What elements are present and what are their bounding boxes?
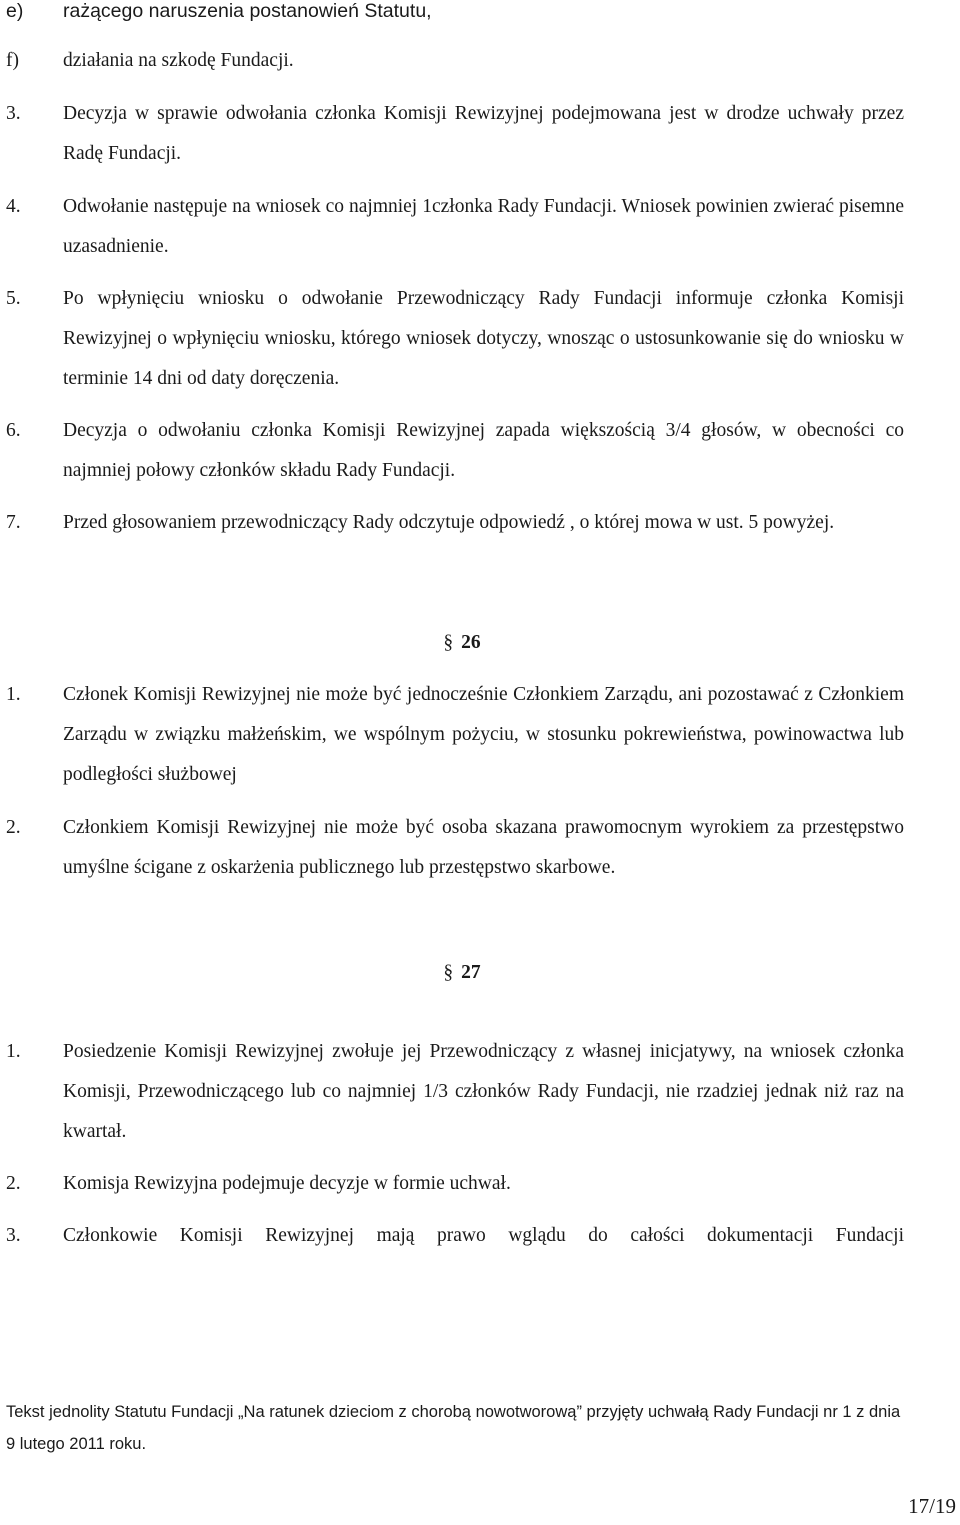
footer-line: 9 lutego 2011 roku. — [6, 1435, 147, 1453]
list-item — [6, 1216, 904, 1256]
item-text: Członek Komisji Rewizyjnej nie może być jednocześnie Członkiem Zarządu, ani pozostawać z Członkiem Zarządu w związku małżeńskim, we wspólnym pożyciu, w stosunku pokrewieństwa, powinowactwa lub podległości służbowej — [63, 684, 904, 785]
item-text: Komisja Rewizyjna podejmuje decyzje w formie uchwał. — [63, 1173, 511, 1194]
list-item — [6, 41, 904, 81]
item-text: Decyzja w sprawie odwołania członka Komisji Rewizyjnej podejmowana jest w drodze uchwały przez Radę Fundacji. — [63, 103, 904, 164]
list-item — [6, 94, 904, 174]
item-text: Członkowie Komisji Rewizyjnej mają prawo wglądu do całości dokumentacji Fundacji — [63, 1225, 904, 1246]
footer-line: Tekst jednolity Statutu Fundacji „Na ratunek dzieciom z chorobą nowotworową” przyjęty uchwałą Rady Fundacji nr 1 z dnia — [6, 1403, 901, 1421]
section-number: 27 — [461, 962, 481, 983]
item-number: 5. — [6, 288, 21, 309]
page-footer — [6, 1396, 960, 1460]
item-text: rażącego naruszenia postanowień Statutu, — [63, 0, 432, 22]
page-number: 17/19 — [908, 1494, 956, 1518]
item-number: f) — [6, 50, 19, 71]
list-item — [6, 503, 904, 543]
list-item — [6, 1032, 904, 1152]
list-item — [6, 1164, 904, 1204]
section-number: 26 — [461, 632, 481, 653]
list-item — [6, 808, 904, 888]
item-text: Odwołanie następuje na wniosek co najmniej 1członka Rady Fundacji. Wniosek powinien zwierać pisemne uzasadnienie. — [63, 196, 904, 257]
section-heading-27 — [0, 958, 924, 988]
item-number: 2. — [6, 1173, 21, 1194]
item-text: Członkiem Komisji Rewizyjnej nie może być osoba skazana prawomocnym wyrokiem za przestępstwo umyślne ścigane z oskarżenia publicznego lub przestępstwo skarbowe. — [63, 817, 904, 878]
item-text: Decyzja o odwołaniu członka Komisji Rewizyjnej zapada większością 3/4 głosów, w obecności co najmniej połowy członków składu Rady Fundacji. — [63, 420, 904, 481]
item-text: Przed głosowaniem przewodniczący Rady odczytuje odpowiedź , o której mowa w ust. 5 powyżej. — [63, 512, 835, 533]
item-number: 3. — [6, 1225, 21, 1246]
item-number: 7. — [6, 512, 21, 533]
section-heading-26 — [0, 628, 924, 658]
item-number: 6. — [6, 420, 21, 441]
item-text: działania na szkodę Fundacji. — [63, 50, 294, 71]
list-item — [6, 411, 904, 491]
section-symbol: § — [443, 632, 454, 653]
item-text: Po wpłynięciu wniosku o odwołanie Przewodniczący Rady Fundacji informuje członka Komisji Rewizyjnej o wpłynięciu wniosku, którego wniosek dotyczy, wnosząc o ustosunkowanie się do wniosku w terminie 14 dni od daty doręczenia. — [63, 288, 904, 389]
section-symbol: § — [443, 962, 454, 983]
item-text: Posiedzenie Komisji Rewizyjnej zwołuje jej Przewodniczący z własnej inicjatywy, na wniosek członka Komisji, Przewodniczącego lub co najmniej 1/3 członków Rady Fundacji, nie rzadziej jednak niż raz na kwartał. — [63, 1041, 904, 1142]
item-number: 3. — [6, 103, 21, 124]
list-item — [6, 0, 904, 31]
list-item — [6, 675, 904, 795]
list-item — [6, 279, 904, 399]
item-number: 1. — [6, 1041, 21, 1062]
item-number: 4. — [6, 196, 21, 217]
item-number: e) — [6, 0, 24, 22]
list-item — [6, 187, 904, 267]
item-number: 2. — [6, 817, 21, 838]
item-number: 1. — [6, 684, 21, 705]
